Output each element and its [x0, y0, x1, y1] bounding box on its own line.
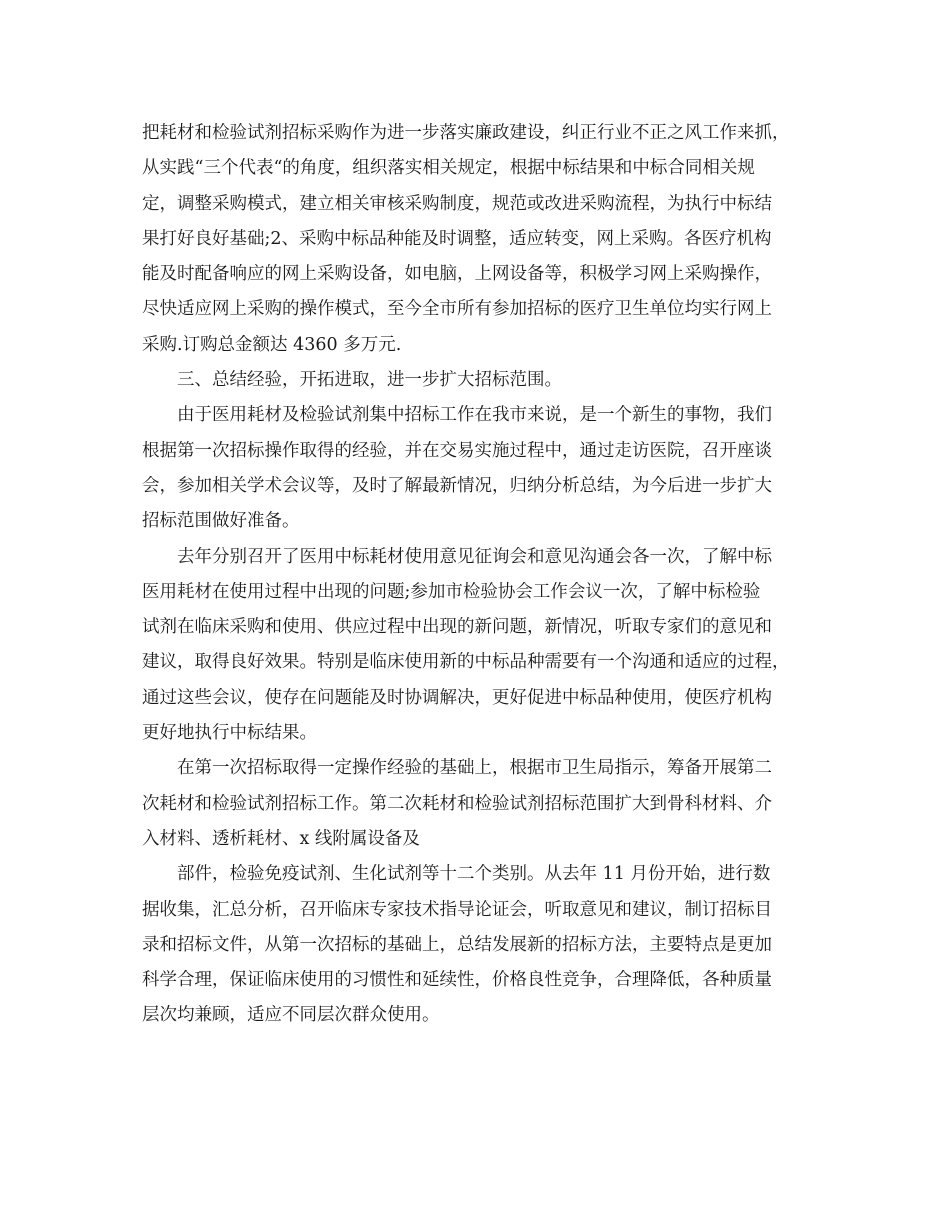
- text-line: 定，调整采购模式，建立相关审核采购制度，规范或改进采购流程，为执行中标结: [142, 193, 772, 214]
- text-line: 入材料、透析耗材、x 线附属设备及: [142, 828, 420, 849]
- text-line: 层次均兼顾，适应不同层次群众使用。: [142, 1005, 440, 1026]
- text-line: 尽快适应网上采购的操作模式，至今全市所有参加招标的医疗卫生单位均实行网上: [142, 299, 772, 320]
- text-line: 通过这些会议，使存在问题能及时协调解决，更好促进中标品种使用，使医疗机构: [142, 687, 772, 708]
- text-line: 医用耗材在使用过程中出现的问题;参加市检验协会工作会议一次，了解中标检验: [142, 581, 761, 602]
- text-line: 在第一次招标取得一定操作经验的基础上，根据市卫生局指示，筹备开展第二: [177, 758, 772, 779]
- text-line: 据收集，汇总分析，召开临床专家技术指导论证会，听取意见和建议，制订招标目: [142, 899, 772, 920]
- text-line: 试剂在临床采购和使用、供应过程中出现的新问题，新情况，听取专家们的意见和: [142, 617, 772, 638]
- text-line: 科学合理，保证临床使用的习惯性和延续性，价格良性竞争，合理降低，各种质量: [142, 970, 772, 991]
- text-line: 能及时配备响应的网上采购设备，如电脑，上网设备等，积极学习网上采购操作，: [142, 264, 772, 285]
- text-line: 从实践“三个代表“的角度，组织落实相关规定，根据中标结果和中标合同相关规: [142, 158, 755, 179]
- text-line: 采购.订购总金额达 4360 多万元.: [142, 334, 402, 355]
- text-line: 果打好良好基础;2、采购中标品种能及时调整，适应转变，网上采购。各医疗机构: [142, 228, 772, 249]
- text-line: 招标范围做好准备。: [142, 511, 300, 532]
- text-line: 部件，检验免疫试剂、生化试剂等十二个类别。从去年 11 月份开始，进行数: [177, 864, 771, 885]
- text-line: 由于医用耗材及检验试剂集中招标工作在我市来说，是一个新生的事物，我们: [177, 405, 772, 426]
- text-line: 把耗材和检验试剂招标采购作为进一步落实廉政建设，纠正行业不正之风工作来抓，: [142, 123, 790, 143]
- text-line: 录和招标文件，从第一次招标的基础上，总结发展新的招标方法，主要特点是更加: [142, 934, 772, 955]
- text-line: 去年分别召开了医用中标耗材使用意见征询会和意见沟通会各一次，了解中标: [177, 546, 772, 567]
- text-line: 根据第一次招标操作取得的经验，并在交易实施过程中，通过走访医院，召开座谈: [142, 440, 772, 461]
- text-line: 会，参加相关学术会议等，及时了解最新情况，归纳分析总结，为今后进一步扩大: [142, 475, 772, 496]
- text-line: 建议，取得良好效果。特别是临床使用新的中标品种需要有一个沟通和适应的过程，: [142, 652, 790, 673]
- text-line: 三、总结经验，开拓进取，进一步扩大招标范围。: [177, 370, 562, 391]
- document-body: [142, 116, 822, 1034]
- text-line: 更好地执行中标结果。: [142, 723, 317, 744]
- text-line: 次耗材和检验试剂招标工作。第二次耗材和检验试剂招标范围扩大到骨科材料、介: [142, 793, 772, 814]
